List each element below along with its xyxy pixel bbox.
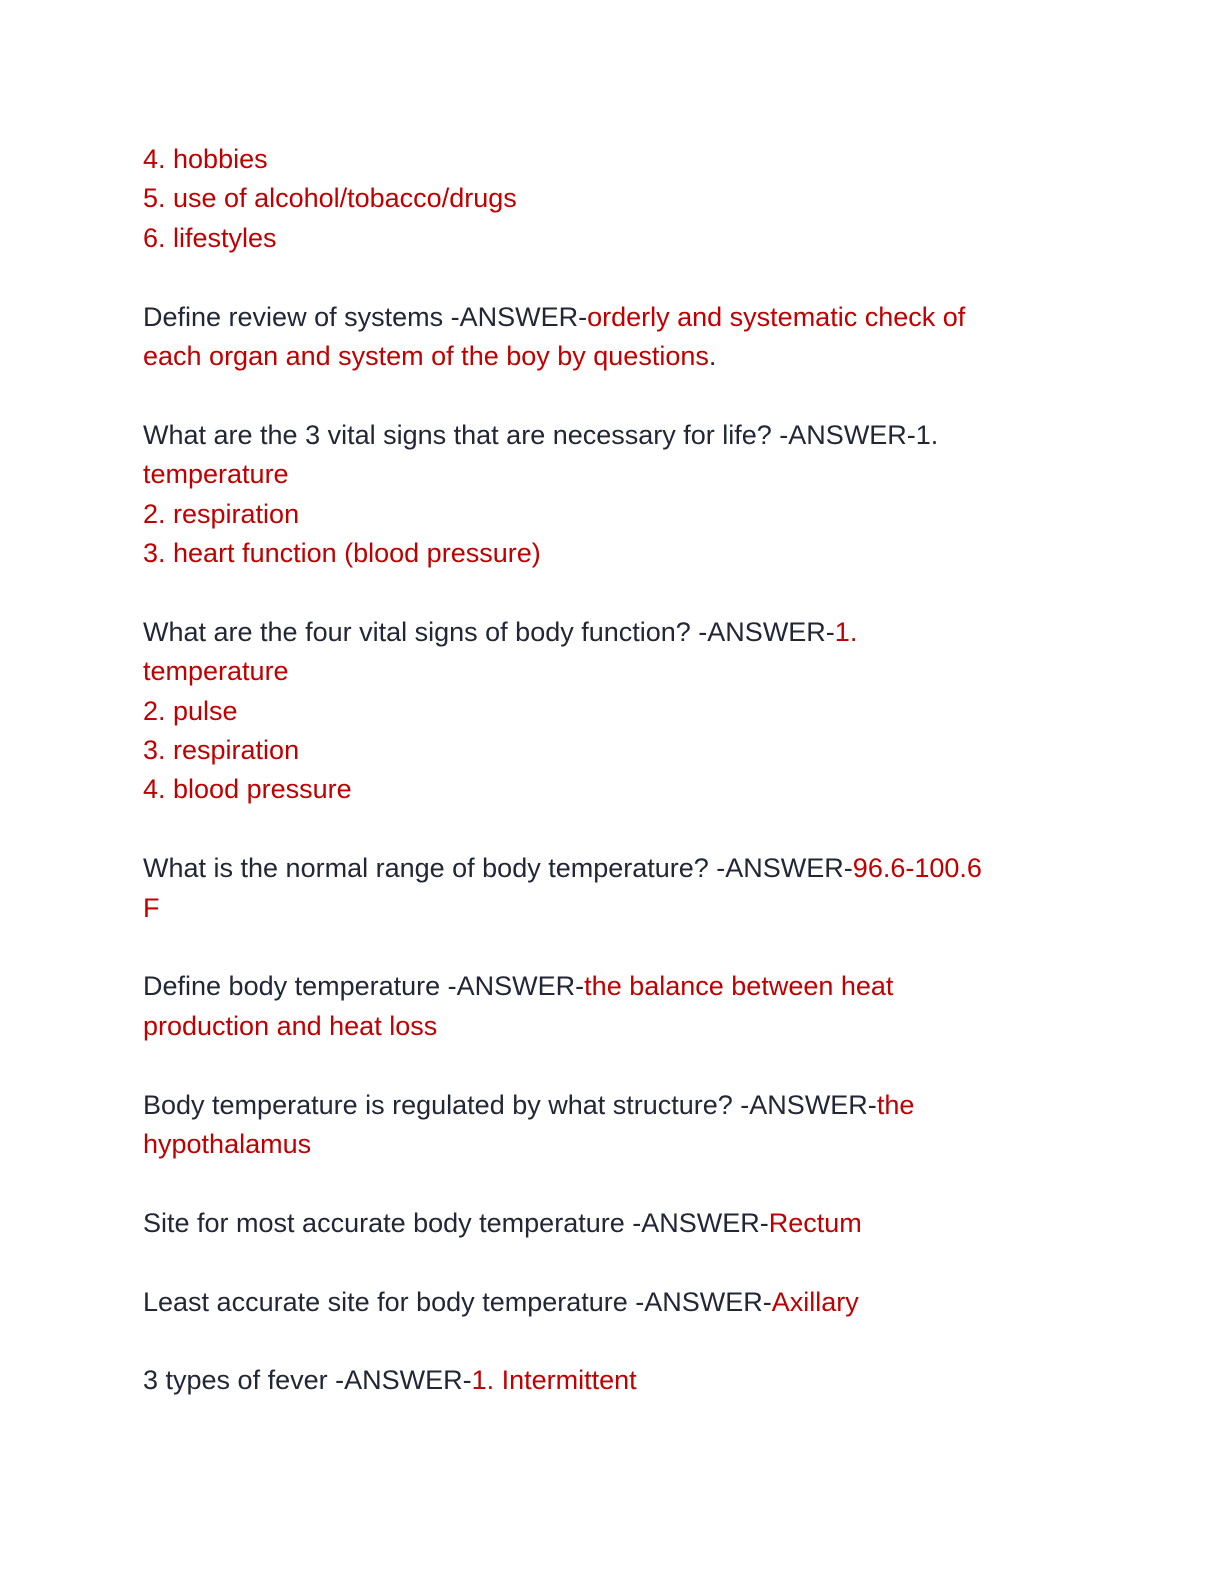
answer-text: production and heat loss (143, 1010, 438, 1041)
list-item-hobbies: 4. hobbies (143, 144, 268, 174)
question-text: What are the four vital signs of body function? -ANSWER- (143, 616, 835, 647)
qa-review-of-systems (143, 298, 1083, 377)
answer-text: 2. respiration (143, 498, 300, 529)
answer-text: 3. heart function (blood pressure) (143, 538, 541, 569)
question-text: Define review of systems -ANSWER- (143, 301, 588, 332)
answer-text: Rectum (768, 1207, 862, 1238)
document-body (143, 140, 1083, 1401)
paragraph-gap (143, 928, 1083, 967)
question-text: Least accurate site for body temperature -ANSWER- (143, 1286, 772, 1317)
question-text: What are the 3 vital signs that are necessary for life? -ANSWER-1. (143, 419, 939, 450)
answer-text: hypothalamus (143, 1129, 312, 1160)
question-text: Define body temperature -ANSWER- (143, 971, 585, 1002)
qa-four-vital-signs (143, 613, 1083, 810)
answer-text: 4. blood pressure (143, 774, 352, 805)
paragraph-gap (143, 1243, 1083, 1282)
qa-three-vital-signs (143, 416, 1083, 574)
qa-regulated-by (143, 1086, 1083, 1165)
paragraph-gap (143, 1046, 1083, 1085)
paragraph-gap (143, 1164, 1083, 1203)
answer-text: each organ and system of the boy by questions (143, 341, 709, 372)
answer-text: the (876, 1089, 915, 1120)
paragraph-gap (143, 258, 1083, 297)
list-item-lifestyles: 6. lifestyles (143, 222, 277, 253)
punctuation: . (708, 341, 717, 372)
qa-normal-range (143, 849, 1083, 928)
question-text: Body temperature is regulated by what structure? -ANSWER- (143, 1089, 877, 1120)
paragraph-gap (143, 376, 1083, 415)
question-text: Site for most accurate body temperature -ANSWER- (143, 1207, 769, 1238)
answer-text: 3. respiration (143, 735, 300, 766)
answer-text: the balance between heat (584, 971, 894, 1002)
list-item-substance-use: 5. use of alcohol/tobacco/drugs (143, 183, 517, 214)
answer-text: 1. Intermittent (471, 1365, 637, 1396)
paragraph-gap (143, 1322, 1083, 1361)
question-text: 3 types of fever -ANSWER- (143, 1365, 472, 1396)
answer-text: 96.6-100.6 (852, 853, 982, 884)
answer-text: orderly and systematic check of (587, 301, 966, 332)
paragraph-gap (143, 810, 1083, 849)
answer-text: 1. (834, 616, 858, 647)
answer-text: temperature (143, 656, 289, 687)
answer-text: temperature (143, 459, 289, 490)
qa-types-of-fever (143, 1361, 1083, 1400)
qa-least-accurate-site (143, 1283, 1083, 1322)
answer-text: Axillary (771, 1286, 859, 1317)
qa-most-accurate-site (143, 1204, 1083, 1243)
answer-text: F (143, 892, 160, 923)
question-text: What is the normal range of body temperature? -ANSWER- (143, 853, 853, 884)
answer-text: 2. pulse (143, 695, 238, 726)
qa-define-body-temperature (143, 967, 1083, 1046)
paragraph-gap (143, 573, 1083, 612)
